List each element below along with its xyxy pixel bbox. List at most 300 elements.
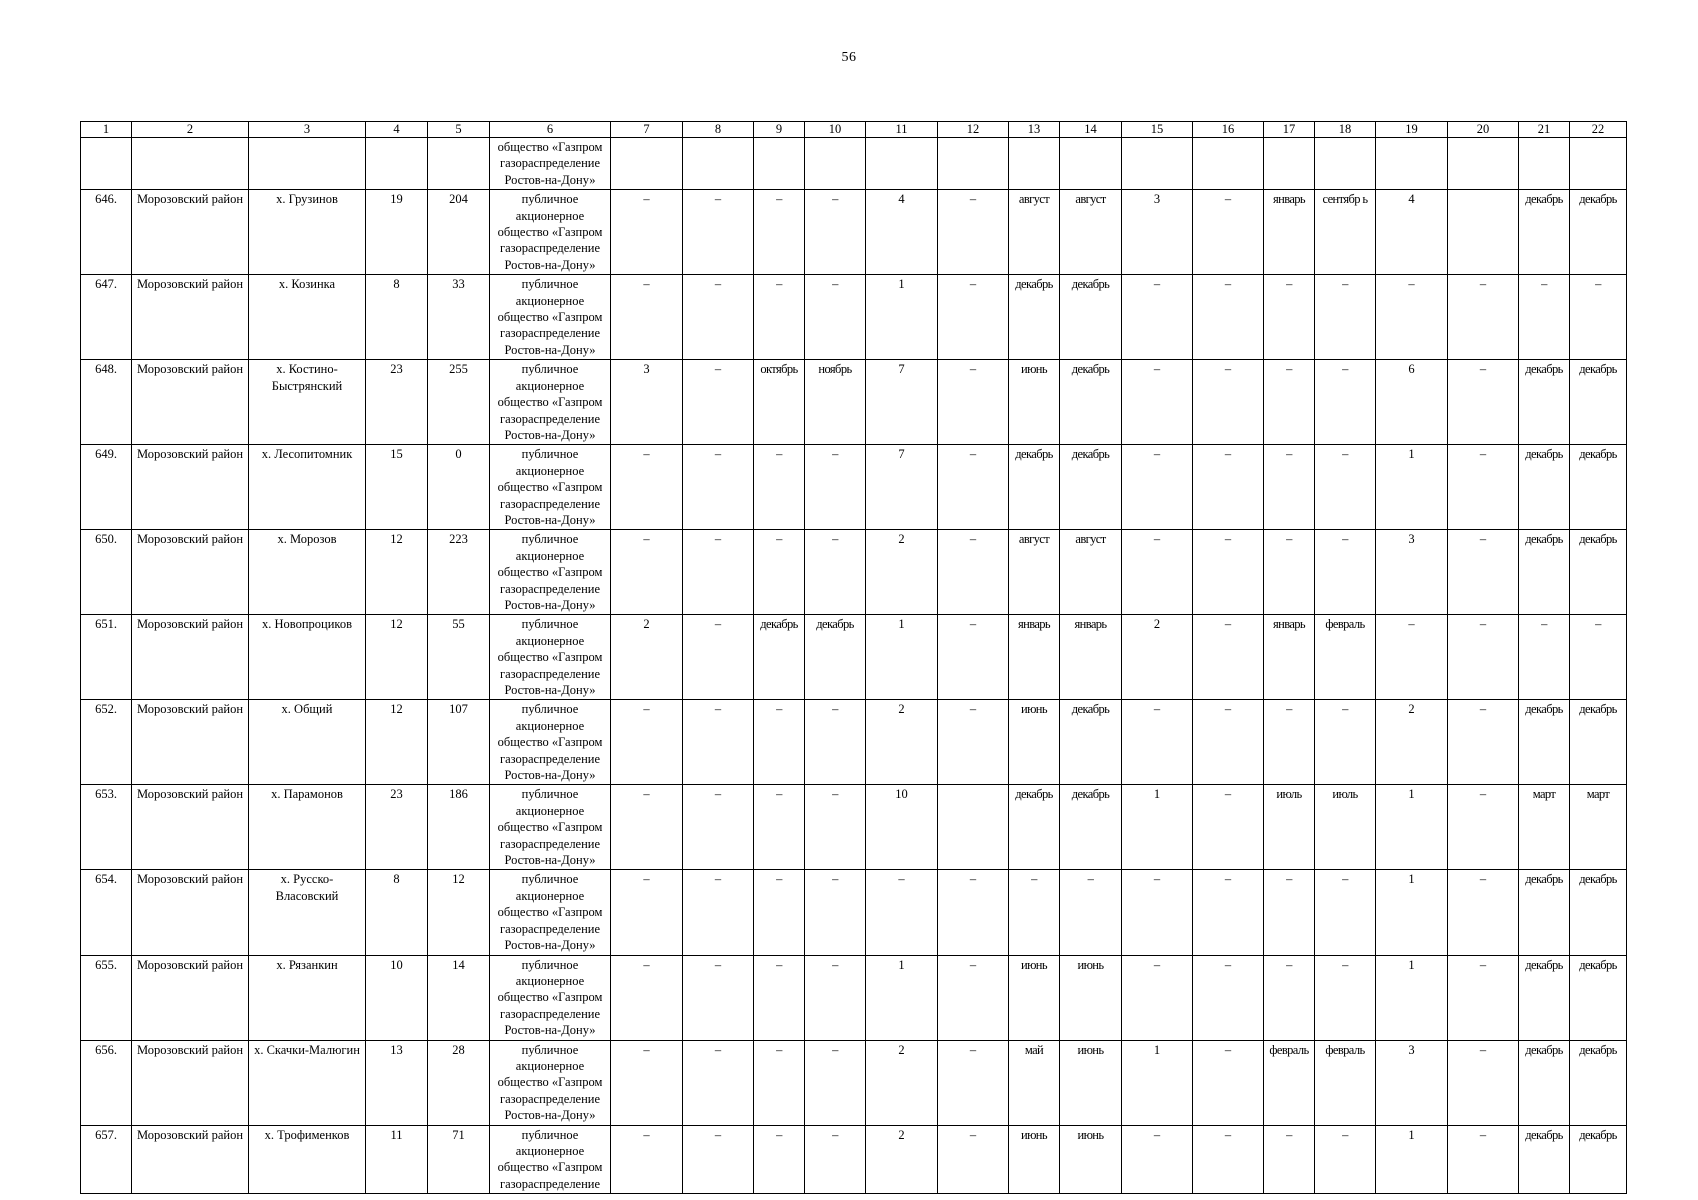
cell-col-15: – [1122, 275, 1193, 360]
cell-col-10: – [805, 190, 866, 275]
column-header-6: 6 [490, 122, 611, 138]
cell-col-10 [805, 138, 866, 190]
cell-col-19: – [1376, 615, 1448, 700]
cell-col-19: 3 [1376, 1040, 1448, 1125]
cell-col-10: – [805, 275, 866, 360]
cell-col-6: публичное акционерное общество «Газпром газораспределение Ростов-на-Дону» [490, 190, 611, 275]
cell-col-3: х. Грузинов [249, 190, 366, 275]
column-header-3: 3 [249, 122, 366, 138]
cell-col-2: Морозовский район [132, 870, 249, 955]
cell-col-16: – [1193, 785, 1264, 870]
cell-col-1: 652. [81, 700, 132, 785]
cell-col-7: – [611, 530, 683, 615]
cell-col-17: – [1264, 445, 1315, 530]
cell-col-5 [428, 138, 490, 190]
table-row [81, 190, 1627, 275]
cell-col-11: 2 [866, 530, 938, 615]
cell-col-3: х. Рязанкин [249, 955, 366, 1040]
cell-col-13: декабрь [1009, 445, 1060, 530]
cell-col-11: 1 [866, 955, 938, 1040]
cell-col-1: 650. [81, 530, 132, 615]
cell-col-7 [611, 138, 683, 190]
cell-col-7: – [611, 445, 683, 530]
cell-col-18: июль [1315, 785, 1376, 870]
cell-col-1: 648. [81, 360, 132, 445]
cell-col-5: 186 [428, 785, 490, 870]
cell-col-9: – [754, 530, 805, 615]
table-body [81, 138, 1627, 1194]
cell-col-19: – [1376, 275, 1448, 360]
cell-col-15: 2 [1122, 615, 1193, 700]
cell-col-6: публичное акционерное общество «Газпром газораспределение Ростов-на-Дону» [490, 275, 611, 360]
cell-col-20: – [1448, 1040, 1519, 1125]
cell-col-12 [938, 138, 1009, 190]
cell-col-5: 0 [428, 445, 490, 530]
cell-col-17: январь [1264, 190, 1315, 275]
cell-col-4: 8 [366, 870, 428, 955]
cell-col-15: – [1122, 360, 1193, 445]
cell-col-12: – [938, 615, 1009, 700]
cell-col-17 [1264, 138, 1315, 190]
cell-col-21: март [1519, 785, 1570, 870]
cell-col-5: 204 [428, 190, 490, 275]
cell-col-8: – [683, 1125, 754, 1194]
cell-col-10: – [805, 1125, 866, 1194]
cell-col-17: – [1264, 1125, 1315, 1194]
cell-col-4: 23 [366, 360, 428, 445]
cell-col-11: 2 [866, 1040, 938, 1125]
cell-col-2: Морозовский район [132, 785, 249, 870]
cell-col-17: июль [1264, 785, 1315, 870]
cell-col-16: – [1193, 870, 1264, 955]
cell-col-10: декабрь [805, 615, 866, 700]
cell-col-8: – [683, 190, 754, 275]
cell-col-1: 647. [81, 275, 132, 360]
cell-col-17: – [1264, 530, 1315, 615]
table-row [81, 1125, 1627, 1194]
cell-col-3: х. Скачки-Малюгин [249, 1040, 366, 1125]
cell-col-4: 12 [366, 530, 428, 615]
cell-col-15: – [1122, 870, 1193, 955]
cell-col-18: – [1315, 1125, 1376, 1194]
cell-col-11: 10 [866, 785, 938, 870]
cell-col-9: – [754, 700, 805, 785]
cell-col-18: – [1315, 275, 1376, 360]
cell-col-13: июнь [1009, 360, 1060, 445]
cell-col-8: – [683, 360, 754, 445]
cell-col-22: – [1570, 275, 1627, 360]
cell-col-15: – [1122, 955, 1193, 1040]
column-header-10: 10 [805, 122, 866, 138]
cell-col-1: 656. [81, 1040, 132, 1125]
cell-col-8: – [683, 275, 754, 360]
cell-col-16 [1193, 138, 1264, 190]
cell-col-9: – [754, 785, 805, 870]
cell-col-20: – [1448, 360, 1519, 445]
cell-col-21: декабрь [1519, 1040, 1570, 1125]
cell-col-19: 1 [1376, 870, 1448, 955]
cell-col-14: июнь [1060, 955, 1122, 1040]
cell-col-3: х. Трофименков [249, 1125, 366, 1194]
cell-col-21: декабрь [1519, 870, 1570, 955]
cell-col-11: 1 [866, 275, 938, 360]
cell-col-17: – [1264, 360, 1315, 445]
cell-col-6: публичное акционерное общество «Газпром газораспределение Ростов-на-Дону» [490, 360, 611, 445]
cell-col-18: сентябр ь [1315, 190, 1376, 275]
cell-col-6: публичное акционерное общество «Газпром газораспределение Ростов-на-Дону» [490, 1040, 611, 1125]
cell-col-18: – [1315, 530, 1376, 615]
cell-col-1 [81, 138, 132, 190]
cell-col-9: – [754, 445, 805, 530]
cell-col-1: 653. [81, 785, 132, 870]
cell-col-13: май [1009, 1040, 1060, 1125]
cell-col-12: – [938, 360, 1009, 445]
cell-col-14: – [1060, 870, 1122, 955]
cell-col-1: 657. [81, 1125, 132, 1194]
cell-col-22: декабрь [1570, 1125, 1627, 1194]
cell-col-14: июнь [1060, 1125, 1122, 1194]
cell-col-22: декабрь [1570, 190, 1627, 275]
cell-col-18: – [1315, 700, 1376, 785]
cell-col-10: – [805, 785, 866, 870]
cell-col-22: декабрь [1570, 445, 1627, 530]
cell-col-14: декабрь [1060, 275, 1122, 360]
cell-col-13: август [1009, 190, 1060, 275]
cell-col-21: декабрь [1519, 700, 1570, 785]
cell-col-17: – [1264, 870, 1315, 955]
cell-col-2: Морозовский район [132, 445, 249, 530]
column-header-17: 17 [1264, 122, 1315, 138]
table-row [81, 615, 1627, 700]
cell-col-1: 646. [81, 190, 132, 275]
cell-col-13: – [1009, 870, 1060, 955]
cell-col-21: декабрь [1519, 530, 1570, 615]
cell-col-7: – [611, 955, 683, 1040]
cell-col-20 [1448, 190, 1519, 275]
cell-col-22: декабрь [1570, 360, 1627, 445]
cell-col-12: – [938, 275, 1009, 360]
cell-col-4: 19 [366, 190, 428, 275]
cell-col-18: февраль [1315, 615, 1376, 700]
cell-col-4: 12 [366, 700, 428, 785]
cell-col-8: – [683, 1040, 754, 1125]
cell-col-4: 23 [366, 785, 428, 870]
cell-col-4: 11 [366, 1125, 428, 1194]
cell-col-10: ноябрь [805, 360, 866, 445]
cell-col-21: – [1519, 615, 1570, 700]
cell-col-17: – [1264, 275, 1315, 360]
cell-col-7: – [611, 190, 683, 275]
cell-col-1: 655. [81, 955, 132, 1040]
table-header [81, 122, 1627, 138]
cell-col-22: декабрь [1570, 1040, 1627, 1125]
cell-col-2: Морозовский район [132, 190, 249, 275]
column-header-11: 11 [866, 122, 938, 138]
cell-col-1: 651. [81, 615, 132, 700]
cell-col-9: – [754, 1125, 805, 1194]
cell-col-8 [683, 138, 754, 190]
cell-col-22: март [1570, 785, 1627, 870]
table-row [81, 700, 1627, 785]
cell-col-2: Морозовский район [132, 360, 249, 445]
cell-col-19 [1376, 138, 1448, 190]
cell-col-5: 71 [428, 1125, 490, 1194]
cell-col-2: Морозовский район [132, 530, 249, 615]
table-row [81, 275, 1627, 360]
column-header-18: 18 [1315, 122, 1376, 138]
cell-col-22: декабрь [1570, 955, 1627, 1040]
cell-col-21: декабрь [1519, 445, 1570, 530]
cell-col-1: 649. [81, 445, 132, 530]
cell-col-1: 654. [81, 870, 132, 955]
cell-col-16: – [1193, 360, 1264, 445]
cell-col-7: 3 [611, 360, 683, 445]
cell-col-11: 2 [866, 1125, 938, 1194]
cell-col-20: – [1448, 955, 1519, 1040]
cell-col-19: 2 [1376, 700, 1448, 785]
cell-col-4: 12 [366, 615, 428, 700]
cell-col-12: – [938, 530, 1009, 615]
cell-col-9: декабрь [754, 615, 805, 700]
cell-col-18: – [1315, 870, 1376, 955]
cell-col-11: 7 [866, 360, 938, 445]
cell-col-14: июнь [1060, 1040, 1122, 1125]
column-header-20: 20 [1448, 122, 1519, 138]
cell-col-16: – [1193, 275, 1264, 360]
cell-col-14 [1060, 138, 1122, 190]
cell-col-15: – [1122, 445, 1193, 530]
cell-col-13 [1009, 138, 1060, 190]
cell-col-6: публичное акционерное общество «Газпром газораспределение Ростов-на-Дону» [490, 955, 611, 1040]
cell-col-11: 7 [866, 445, 938, 530]
column-header-13: 13 [1009, 122, 1060, 138]
cell-col-19: 6 [1376, 360, 1448, 445]
cell-col-22: декабрь [1570, 700, 1627, 785]
cell-col-5: 55 [428, 615, 490, 700]
cell-col-19: 4 [1376, 190, 1448, 275]
cell-col-4: 8 [366, 275, 428, 360]
table-row [81, 955, 1627, 1040]
cell-col-4: 13 [366, 1040, 428, 1125]
cell-col-13: июнь [1009, 700, 1060, 785]
cell-col-15: – [1122, 700, 1193, 785]
cell-col-21: декабрь [1519, 1125, 1570, 1194]
cell-col-13: декабрь [1009, 785, 1060, 870]
cell-col-22: декабрь [1570, 530, 1627, 615]
cell-col-11: 2 [866, 700, 938, 785]
cell-col-7: 2 [611, 615, 683, 700]
column-header-4: 4 [366, 122, 428, 138]
cell-col-20: – [1448, 870, 1519, 955]
cell-col-6: публичное акционерное общество «Газпром газораспределение Ростов-на-Дону» [490, 785, 611, 870]
cell-col-11: 1 [866, 615, 938, 700]
cell-col-21: декабрь [1519, 360, 1570, 445]
column-header-8: 8 [683, 122, 754, 138]
cell-col-14: август [1060, 530, 1122, 615]
cell-col-7: – [611, 785, 683, 870]
cell-col-12: – [938, 190, 1009, 275]
cell-col-18: февраль [1315, 1040, 1376, 1125]
column-header-12: 12 [938, 122, 1009, 138]
cell-col-7: – [611, 1040, 683, 1125]
column-header-15: 15 [1122, 122, 1193, 138]
cell-col-16: – [1193, 1040, 1264, 1125]
cell-col-19: 1 [1376, 955, 1448, 1040]
cell-col-17: январь [1264, 615, 1315, 700]
table-row [81, 445, 1627, 530]
cell-col-8: – [683, 870, 754, 955]
cell-col-10: – [805, 870, 866, 955]
cell-col-19: 1 [1376, 445, 1448, 530]
cell-col-19: 3 [1376, 530, 1448, 615]
cell-col-15: 1 [1122, 1040, 1193, 1125]
cell-col-6: публичное акционерное общество «Газпром газораспределение Ростов-на-Дону» [490, 870, 611, 955]
cell-col-2: Морозовский район [132, 700, 249, 785]
cell-col-15: – [1122, 530, 1193, 615]
cell-col-20: – [1448, 530, 1519, 615]
cell-col-17: – [1264, 700, 1315, 785]
cell-col-10: – [805, 955, 866, 1040]
cell-col-2: Морозовский район [132, 275, 249, 360]
cell-col-13: июнь [1009, 955, 1060, 1040]
register-table [80, 121, 1627, 1194]
column-header-7: 7 [611, 122, 683, 138]
cell-col-9: – [754, 955, 805, 1040]
cell-col-10: – [805, 1040, 866, 1125]
cell-col-3: х. Козинка [249, 275, 366, 360]
cell-col-6: публичное акционерное общество «Газпром газораспределение Ростов-на-Дону» [490, 530, 611, 615]
continuation-row [81, 138, 1627, 190]
cell-col-10: – [805, 445, 866, 530]
cell-col-16: – [1193, 955, 1264, 1040]
cell-col-12: – [938, 1125, 1009, 1194]
cell-col-20: – [1448, 700, 1519, 785]
cell-col-13: август [1009, 530, 1060, 615]
column-header-9: 9 [754, 122, 805, 138]
cell-col-21: декабрь [1519, 190, 1570, 275]
cell-col-16: – [1193, 1125, 1264, 1194]
cell-col-14: январь [1060, 615, 1122, 700]
cell-col-22 [1570, 138, 1627, 190]
cell-col-13: июнь [1009, 1125, 1060, 1194]
cell-col-16: – [1193, 700, 1264, 785]
cell-col-11 [866, 138, 938, 190]
cell-col-16: – [1193, 445, 1264, 530]
cell-col-12: – [938, 445, 1009, 530]
cell-col-16: – [1193, 530, 1264, 615]
cell-col-20: – [1448, 785, 1519, 870]
cell-col-4 [366, 138, 428, 190]
cell-col-10: – [805, 700, 866, 785]
table-row [81, 870, 1627, 955]
cell-col-18: – [1315, 955, 1376, 1040]
cell-col-14: декабрь [1060, 445, 1122, 530]
cell-col-14: декабрь [1060, 785, 1122, 870]
cell-col-8: – [683, 445, 754, 530]
cell-col-6: публичное акционерное общество «Газпром газораспределение Ростов-на-Дону» [490, 445, 611, 530]
cell-col-5: 255 [428, 360, 490, 445]
column-header-1: 1 [81, 122, 132, 138]
cell-col-19: 1 [1376, 1125, 1448, 1194]
cell-col-14: декабрь [1060, 360, 1122, 445]
cell-col-3: х. Русско-Власовский [249, 870, 366, 955]
cell-col-2: Морозовский район [132, 955, 249, 1040]
column-header-5: 5 [428, 122, 490, 138]
cell-col-5: 33 [428, 275, 490, 360]
cell-col-8: – [683, 700, 754, 785]
cell-col-7: – [611, 870, 683, 955]
cell-col-21: декабрь [1519, 955, 1570, 1040]
cell-col-6: публичное акционерное общество «Газпром газораспределение Ростов-на-Дону» [490, 700, 611, 785]
cell-col-12: – [938, 955, 1009, 1040]
cell-col-20: – [1448, 1125, 1519, 1194]
cell-col-9 [754, 138, 805, 190]
cell-col-3: х. Морозов [249, 530, 366, 615]
cell-col-9: – [754, 275, 805, 360]
cell-col-3: х. Новопроциков [249, 615, 366, 700]
column-header-19: 19 [1376, 122, 1448, 138]
cell-col-3: х. Общий [249, 700, 366, 785]
cell-col-7: – [611, 1125, 683, 1194]
cell-col-8: – [683, 785, 754, 870]
cell-col-6: общество «Газпром газораспределение Ростов-на-Дону» [490, 138, 611, 190]
cell-col-18 [1315, 138, 1376, 190]
cell-col-22: декабрь [1570, 870, 1627, 955]
cell-col-13: декабрь [1009, 275, 1060, 360]
cell-col-12 [938, 785, 1009, 870]
cell-col-4: 10 [366, 955, 428, 1040]
cell-col-3 [249, 138, 366, 190]
cell-col-20 [1448, 138, 1519, 190]
cell-col-17: – [1264, 955, 1315, 1040]
cell-col-21: – [1519, 275, 1570, 360]
cell-col-9: – [754, 870, 805, 955]
cell-col-10: – [805, 530, 866, 615]
cell-col-13: январь [1009, 615, 1060, 700]
cell-col-15: 3 [1122, 190, 1193, 275]
cell-col-14: декабрь [1060, 700, 1122, 785]
cell-col-2: Морозовский район [132, 615, 249, 700]
cell-col-20: – [1448, 615, 1519, 700]
cell-col-4: 15 [366, 445, 428, 530]
cell-col-9: – [754, 1040, 805, 1125]
cell-col-5: 14 [428, 955, 490, 1040]
cell-col-7: – [611, 700, 683, 785]
column-header-22: 22 [1570, 122, 1627, 138]
cell-col-22: – [1570, 615, 1627, 700]
cell-col-12: – [938, 1040, 1009, 1125]
cell-col-21 [1519, 138, 1570, 190]
cell-col-17: февраль [1264, 1040, 1315, 1125]
cell-col-16: – [1193, 190, 1264, 275]
cell-col-12: – [938, 870, 1009, 955]
column-header-16: 16 [1193, 122, 1264, 138]
table-row [81, 785, 1627, 870]
cell-col-3: х. Лесопитомник [249, 445, 366, 530]
cell-col-19: 1 [1376, 785, 1448, 870]
cell-col-18: – [1315, 445, 1376, 530]
header-row [81, 122, 1627, 138]
column-header-14: 14 [1060, 122, 1122, 138]
cell-col-2: Морозовский район [132, 1125, 249, 1194]
cell-col-9: – [754, 190, 805, 275]
cell-col-6: публичное акционерное общество «Газпром газораспределение Ростов-на-Дону» [490, 615, 611, 700]
page-number: 56 [841, 50, 857, 65]
cell-col-9: октябрь [754, 360, 805, 445]
table-row [81, 360, 1627, 445]
cell-col-6: публичное акционерное общество «Газпром газораспределение [490, 1125, 611, 1194]
cell-col-2 [132, 138, 249, 190]
